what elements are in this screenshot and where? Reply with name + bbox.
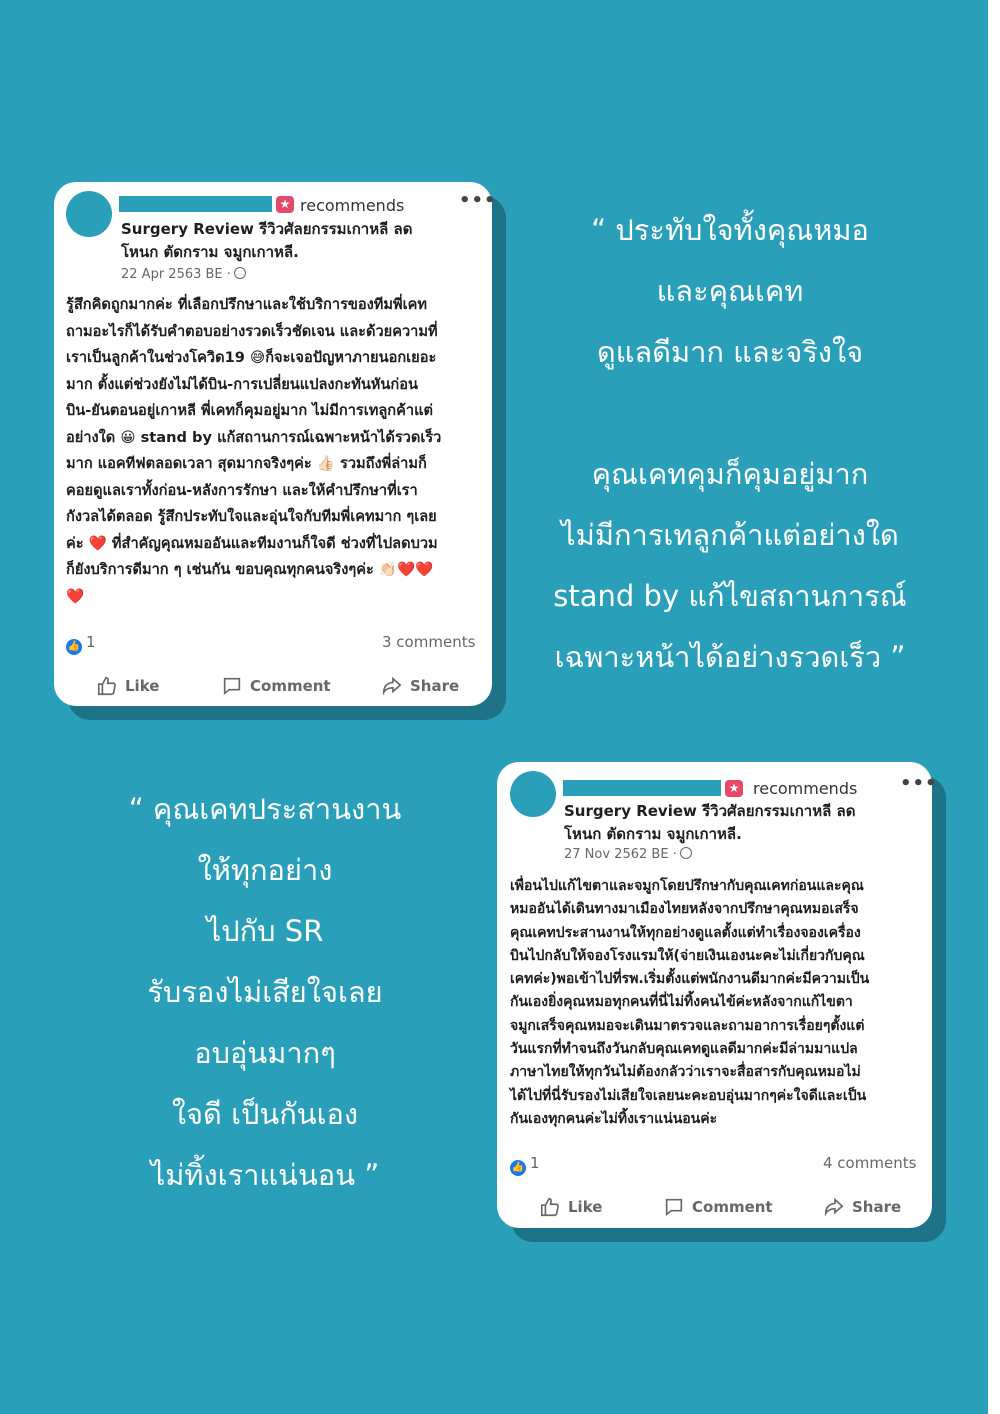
comment-button[interactable] [221,675,331,697]
post-body-line: เคทค่ะ)พอเข้าไปที่รพ.เริ่มตั้งแต่พนักงานดีมากค่ะมีความเป็น [510,971,870,988]
post-body-line: ภาษาไทยให้ทุกวันไม่ต้องกลัวว่าเราจะสื่อสารกับคุณหมอไม่ [510,1064,861,1081]
post-body-line: ก็ยังบริการดีมาก ๆ เช่นกัน ขอบคุณทุกคนจริงๆค่ะ 👏🏻❤️❤️ [66,561,434,578]
recommend-star-icon: ★ [276,196,294,213]
share-button[interactable] [381,675,459,697]
review-card-1 [54,182,497,706]
post-body-line: หมออันได้เดินทางมาเมืองไทยหลังจากปรึกษาคุณหมอเสร็จ [510,901,859,918]
share-label: Share [410,677,460,695]
comments-count[interactable]: 3 comments [382,633,476,651]
post-body-line: มาก ตั้งแต่ช่วงยังไม่ได้บิน-การเปลี่ยนแปลงกะทันหันก่อน [66,375,418,393]
like-label: Like [568,1198,603,1216]
avatar[interactable] [510,771,556,817]
globe-icon [234,267,246,279]
post-body-line: อย่างใด 😀 stand by แก้สถานการณ์เฉพาะหน้าได้รวดเร็ว [66,428,442,446]
post-body-line: มาก แอคทีฟตลอดเวลา สุดมากจริงๆค่ะ 👍🏻 รวมถึงพี่ล่ามก็ [66,455,427,472]
share-label: Share [852,1198,902,1216]
like-button[interactable] [539,1196,602,1218]
quote-line: ใจดี เป็นกันเอง [171,1097,359,1131]
recommends-label: recommends [300,196,405,215]
testimonial-quote-2 [90,779,440,1206]
quote-line: อบอุ่นมากๆ [194,1036,336,1070]
post-body-line: รู้สึกคิดถูกมากค่ะ ที่เลือกปรึกษาและใช้บริการของทีมพี่เคท [66,296,428,313]
share-icon [381,675,403,697]
quote-line: ไม่ทิ้งเราแน่นอน ” [150,1158,380,1192]
comment-label: Comment [692,1198,773,1216]
testimonial-quote-1 [540,200,920,688]
comment-icon [663,1196,685,1218]
group-name-line-2: โหนก ตัดกราม จมูกเกาหลี. [564,825,742,843]
more-options-icon[interactable]: ••• [900,773,938,794]
post-body-line: เพื่อนไปแก้ไขตาและจมูกโดยปรึกษากับคุณเคทก่อนและคุณ [510,878,864,894]
post-body-line: ❤️ [66,587,85,605]
post-body-line: ค่ะ ❤️ ที่สำคัญคุณหมออันและทีมงานก็ใจดี ช่วงที่ไปลดบวม [66,534,438,552]
quote-line: “ ประทับใจทั้งคุณหมอ [591,213,869,247]
post-body [510,875,925,1131]
comment-icon [221,675,243,697]
like-reaction-icon: 👍 [510,1160,526,1176]
reaction-count[interactable] [66,633,96,655]
like-count: 1 [86,633,96,651]
group-name-line-1: Surgery Review รีวิวศัลยกรรมเกาหลี ลด [121,220,413,238]
group-name-line-1: Surgery Review รีวิวศัลยกรรมเกาหลี ลด [564,802,856,820]
post-date-text: 22 Apr 2563 BE · [121,267,231,282]
quote-line: เฉพาะหน้าได้อย่างรวดเร็ว ” [554,640,906,674]
quote-line: stand by แก้ไขสถานการณ์ [553,579,907,613]
comment-label: Comment [250,677,331,695]
quote-line: ไปกับ SR [206,914,324,948]
post-body-line: กังวลได้ตลอด รู้สึกประทับใจและอุ่นใจกับทีมพี่เคทมาก ๆเลย [66,508,437,525]
group-name[interactable] [121,218,412,264]
post-body-line: ถามอะไรก็ได้รับคำตอบอย่างรวดเร็วชัดเจน และด้วยความที่ [66,322,438,340]
comment-button[interactable] [663,1196,773,1218]
quote-line: รับรองไม่เสียใจเลย [147,975,383,1009]
redacted-user-name [119,196,272,212]
quote-line: “ คุณเคทประสานงาน [128,792,402,826]
reaction-count[interactable] [510,1154,540,1176]
quote-line: ให้ทุกอย่าง [197,853,333,887]
post-date[interactable] [121,267,246,282]
post-body-line: กันเองยิ่งคุณหมอทุกคนที่นี่ไม่ทิ้งคนไข้ค่ะหลังจากแก้ไขตา [510,994,853,1011]
group-name[interactable] [564,800,855,846]
quote-line [540,383,920,444]
post-body-line: บินไปกลับให้จองโรงแรมให้(จ่ายเงินเองนะคะไม่เกี่ยวกับคุณ [510,947,865,964]
avatar[interactable] [66,191,112,237]
quote-line: ไม่มีการเทลูกค้าแต่อย่างใด [561,518,899,552]
redacted-user-name [563,780,721,796]
like-label: Like [125,677,160,695]
like-count: 1 [530,1154,540,1172]
more-options-icon[interactable]: ••• [459,190,497,211]
globe-icon [680,847,692,859]
post-body-line: บิน-ยันตอนอยู่เกาหลี พี่เคทก็คุมอยู่มาก ไม่มีการเทลูกค้าแต่ [66,402,433,419]
post-body-line: จมูกเสร็จคุณหมอจะเดินมาตรวจและถามอาการเรื่อยๆตั้งแต่ [510,1017,865,1034]
review-card-2 [497,762,938,1228]
thumbs-up-icon [539,1196,561,1218]
like-reaction-icon: 👍 [66,639,82,655]
post-body-line: กันเองทุกคนค่ะไม่ทิ้งเราแน่นอนค่ะ [510,1110,718,1127]
thumbs-up-icon [96,675,118,697]
post-body-line: เราเป็นลูกค้าในช่วงโควิด19 😅ก็จะเจอปัญหาภายนอกเยอะ [66,349,437,366]
quote-line: และคุณเคท [656,274,804,308]
quote-line: คุณเคทคุมก็คุมอยู่มาก [591,457,869,491]
post-date-text: 27 Nov 2562 BE · [564,847,677,862]
share-icon [823,1196,845,1218]
post-date[interactable] [564,847,692,862]
quote-line: ดูแลดีมาก และจริงใจ [596,335,864,369]
like-button[interactable] [96,675,159,697]
group-name-line-2: โหนก ตัดกราม จมูกเกาหลี. [121,243,299,261]
recommend-star-icon: ★ [725,780,743,797]
post-body-line: วันแรกที่ทำจนถึงวันกลับคุณเคทดูแลดีมากค่ะมีล่ามมาแปล [510,1041,858,1058]
post-body [66,292,486,610]
post-body-line: คุณเคทประสานงานให้ทุกอย่างดูแลตั้งแต่ทำเรื่องจองเครื่อง [510,924,861,941]
comments-count[interactable]: 4 comments [823,1154,917,1172]
share-button[interactable] [823,1196,901,1218]
recommends-label: recommends [753,779,858,798]
post-body-line: คอยดูแลเราทั้งก่อน-หลังการรักษา และให้คำปรึกษาที่เรา [66,481,418,499]
post-body-line: ได้ไปที่นี่รับรองไม่เสียใจเลยนะคะอบอุ่นมากๆค่ะใจดีและเป็น [510,1087,867,1104]
